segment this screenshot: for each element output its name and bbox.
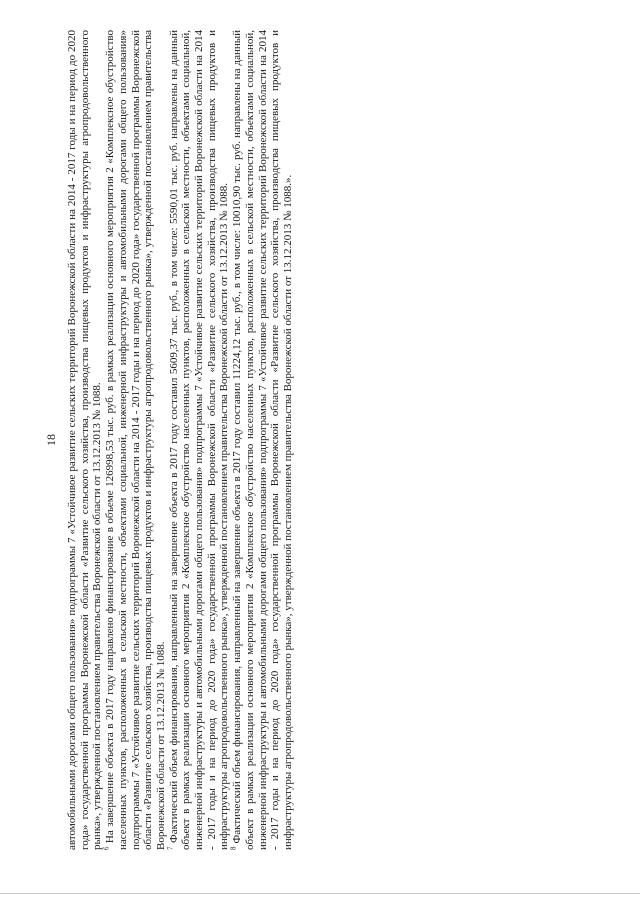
footnote-7 bbox=[165, 29, 232, 850]
footnote-marker: 6 bbox=[102, 846, 111, 850]
footnote-marker: 7 bbox=[165, 846, 174, 850]
paragraph-text: Фактический объем финансирования, направленный на завершение объекта в 2017 году составил 5609,37 тыс. руб., в том числе: 5590,01 тыс. руб. направлены на данный объект в рамках реализации основного мероприятия 2 «Комплексное обустройство населенных пунктов, расположенных в сельской местности, объектами социальной, инженерной инфраструктуры и автомобильными дорогами общего пользования» подпрограммы 7 «Устойчивое развитие сельских территорий Воронежской области на 2014 - 2017 годы и на период до 2020 года» государственной программы Воронежской области «Развитие сельского хозяйства, производства пищевых продуктов и инфраструктуры агропродовольственного рынка», утвержденной постановлением правительства Воронежской области от 13.12.2013 № 1088. bbox=[167, 29, 231, 850]
footnote-6 bbox=[104, 30, 168, 850]
rotated-content bbox=[44, 29, 326, 850]
footnote-marker: 8 bbox=[229, 846, 238, 850]
footnotes-body bbox=[66, 30, 295, 850]
footnote-8 bbox=[231, 30, 295, 850]
footnote-continuation bbox=[66, 30, 104, 850]
scan-edge-line bbox=[0, 893, 640, 894]
paragraph-text: На завершение объекта в 2017 году направлено финансирование в объеме 126998,53 тыс. руб. в рамках реализации основного мероприятия 2 «Комплексное обустройство населенных пунктов, расположенных в сельской местности, объектами социальной, инженерной инфраструктуры и автомобильными дорогами общего пользования» подпрограммы 7 «Устойчивое развитие сельских территорий Воронежской области на 2014 - 2017 годы и на период до 2020 года» государственной программы Воронежской области «Развитие сельского хозяйства, производства пищевых продуктов и инфраструктуры агропродовольственного рынка», утвержденной постановлением правительства Воронежской области от 13.12.2013 № 1088. bbox=[104, 29, 167, 850]
paragraph-text: автомобильными дорогами общего пользования» подпрограммы 7 «Устойчивое развитие сельских территорий Воронежской области на 2014 - 2017 годы и на период до 2020 года» государственной программы Воронежской области «Развитие сельского хозяйства, производства пищевых продуктов и инфраструктуры агропродовольственного рынка», утвержденной постановлением правительства Воронежской области от 13.12.2013 № 1088. bbox=[66, 30, 104, 850]
paragraph-text: Фактический объем финансирования, направленный на завершение объекта в 2017 году составил 11224,12 тыс. руб., в том числе: 10010,90 тыс. руб. направлены на данный объект в рамках реализации основного мероприятия 2 «Комплексное обустройство населенных пунктов, расположенных в сельской местности, объектами социальной, инженерной инфраструктуры и автомобильными дорогами общего пользования» подпрограммы 7 «Устойчивое развитие сельских территорий Воронежской области на 2014 - 2017 годы и на период до 2020 года» государственной программы Воронежской области «Развитие сельского хозяйства, производства пищевых продуктов и инфраструктуры агропродовольственного рынка», утвержденной постановлением правительства Воронежской области от 13.12.2013 № 1088.». bbox=[231, 29, 294, 850]
page-number: 18 bbox=[44, 434, 58, 446]
